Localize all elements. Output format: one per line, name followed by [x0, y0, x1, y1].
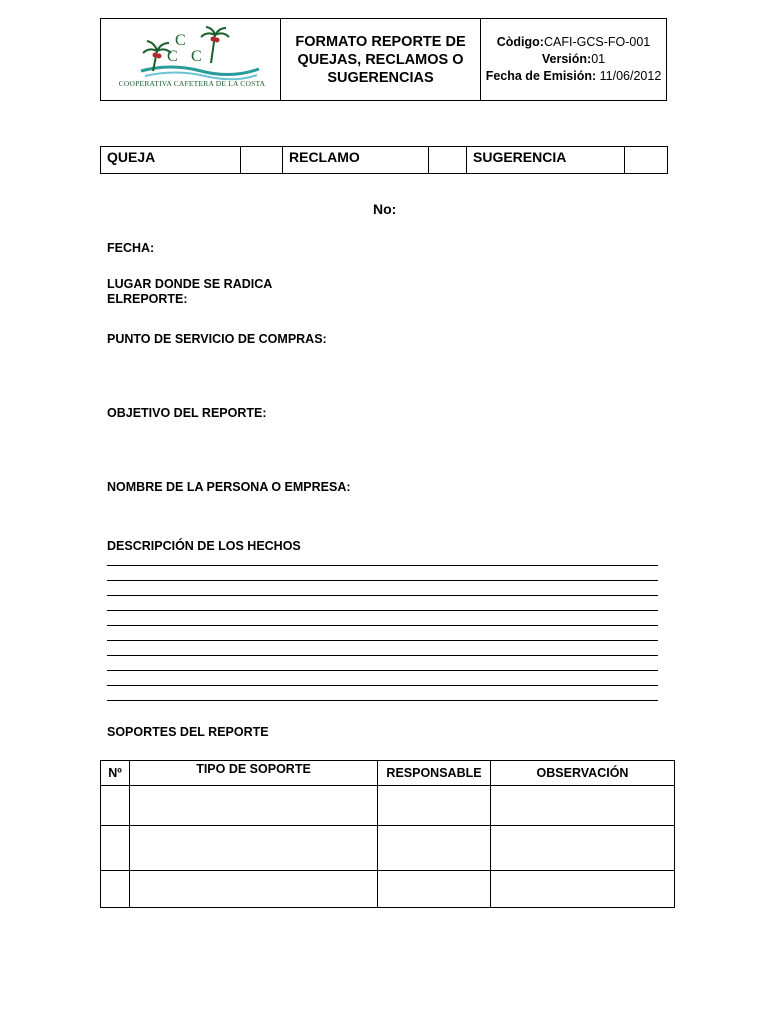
description-line[interactable]: [107, 625, 658, 626]
table-row: [101, 786, 675, 826]
descripcion-label: DESCRIPCIÓN DE LOS HECHOS: [107, 539, 301, 553]
codigo-label: Còdigo:: [496, 35, 544, 49]
logo-caption: COOPERATIVA CAFETERA DE LA COSTA: [118, 79, 266, 88]
logo-cell: [101, 19, 281, 100]
fecha-emision-label: Fecha de Emisión:: [485, 69, 597, 83]
lugar-label-line2: ELREPORTE:: [107, 292, 188, 306]
cell-numero[interactable]: [101, 871, 130, 908]
table-row: [101, 826, 675, 871]
report-number-label: No:: [373, 201, 397, 217]
description-line[interactable]: [107, 640, 658, 641]
supports-header-row: [101, 761, 675, 786]
cell-observacion[interactable]: [491, 786, 675, 826]
svg-text:C: C: [175, 32, 186, 49]
cell-observacion[interactable]: [491, 826, 675, 871]
description-line[interactable]: [107, 595, 658, 596]
col-header-numero: Nº: [101, 761, 130, 786]
description-line[interactable]: [107, 610, 658, 611]
version-line: [542, 51, 605, 68]
document-title: FORMATO REPORTE DE QUEJAS, RECLAMOS O SUGERENCIAS: [281, 19, 481, 100]
cell-numero[interactable]: [101, 786, 130, 826]
description-line[interactable]: [107, 655, 658, 656]
cell-tipo-soporte[interactable]: [130, 826, 378, 871]
sugerencia-label: SUGERENCIA: [467, 147, 625, 173]
version-label: Versión:: [541, 52, 592, 66]
table-row: [101, 871, 675, 908]
cell-tipo-soporte[interactable]: [130, 786, 378, 826]
lugar-label-line1: LUGAR DONDE SE RADICA: [107, 277, 273, 291]
codigo-line: [497, 34, 650, 51]
report-type-row: [100, 146, 668, 174]
cell-responsable[interactable]: [378, 826, 491, 871]
cell-observacion[interactable]: [491, 871, 675, 908]
queja-label: QUEJA: [101, 147, 241, 173]
queja-checkbox[interactable]: [241, 147, 283, 173]
sugerencia-checkbox[interactable]: [625, 147, 667, 173]
fecha-label: FECHA:: [107, 241, 155, 255]
objetivo-label: OBJETIVO DEL REPORTE:: [107, 406, 267, 420]
fecha-emision-line: [486, 68, 662, 85]
punto-servicio-label: PUNTO DE SERVICIO DE COMPRAS:: [107, 332, 327, 346]
fecha-emision-value: 11/06/2012: [599, 69, 662, 83]
cell-tipo-soporte[interactable]: [130, 871, 378, 908]
supports-table: [100, 760, 675, 908]
col-header-tipo-soporte: TIPO DE SOPORTE: [130, 761, 378, 786]
cooperative-logo-icon: [131, 25, 261, 81]
col-header-responsable: RESPONSABLE: [378, 761, 491, 786]
description-line[interactable]: [107, 565, 658, 566]
description-line[interactable]: [107, 685, 658, 686]
soportes-label: SOPORTES DEL REPORTE: [107, 725, 269, 739]
codigo-value: CAFI-GCS-FO-001: [543, 35, 651, 49]
document-meta: [481, 19, 666, 100]
cell-responsable[interactable]: [378, 786, 491, 826]
reclamo-label: RECLAMO: [283, 147, 429, 173]
header-table: [100, 18, 667, 101]
description-line[interactable]: [107, 580, 658, 581]
svg-text:C: C: [191, 48, 202, 65]
description-line[interactable]: [107, 700, 658, 701]
description-line[interactable]: [107, 670, 658, 671]
reclamo-checkbox[interactable]: [429, 147, 467, 173]
cell-responsable[interactable]: [378, 871, 491, 908]
version-value: 01: [591, 52, 606, 66]
svg-text:C: C: [167, 48, 178, 65]
col-header-observacion: OBSERVACIÓN: [491, 761, 675, 786]
nombre-label: NOMBRE DE LA PERSONA O EMPRESA:: [107, 480, 351, 494]
cell-numero[interactable]: [101, 826, 130, 871]
